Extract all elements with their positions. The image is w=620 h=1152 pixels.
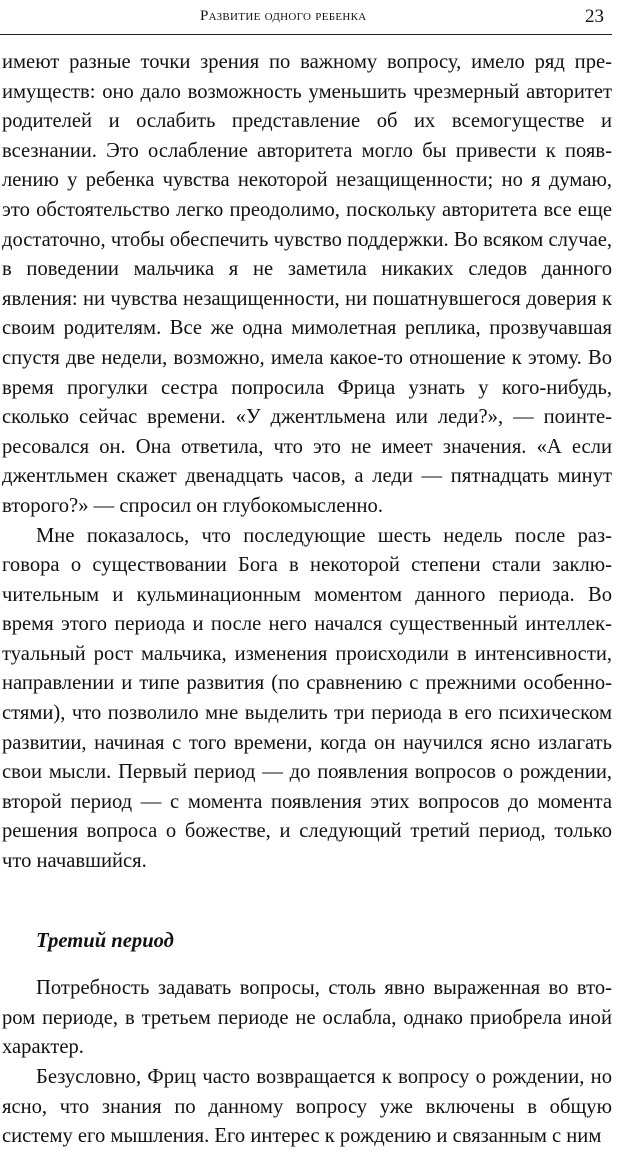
paragraph: Потребность задавать вопросы, столь явно выраженная во втором периоде, в третьем периоде не ослабла, однако приобрела иной характер. — [2, 977, 612, 1059]
page-body — [2, 48, 612, 1152]
running-header — [0, 6, 620, 34]
paragraph: Мне показалось, что последующие шесть недель после разговора о существовании Бога в некоторой степени стали заключительным и кульминационным моментом данного периода. Во время этого периода и после него начался существенный интеллектуальный рост мальчика, изменения происходили в интенсивности, направлении и типе развития (по сравнению с прежними особенностями), что позволило мне выделить три периода в его психическом развитии, начиная с того времени, когда он научился ясно излагать свои мысли. Первый период — до появления вопросов о рождении, второй период — с момента появления этих вопросов до момента решения вопроса о божестве, и следующий третий период, только что начавшийся. — [2, 524, 612, 873]
section-heading: Третий период — [36, 929, 174, 952]
spacer — [2, 877, 612, 927]
page-number: 23 — [585, 6, 604, 27]
header-rule — [0, 34, 612, 35]
paragraph-continued: имеют разные точки зрения по важному вопросу, имело ряд преимуществ: оно дало возможность уменьшить чрезмерный авторитет родителей и ослабить представление об их всемогуществе и всезнании. Это ослабление авторитета могло бы привести к появлению у ребенка чувства некоторой незащищенности; но я думаю, это обстоятельство легко преодолимо, поскольку авторитета все еще достаточно, чтобы обеспечить чувство поддержки. Во всяком случае, в поведении мальчика я не заметила никаких следов данного явления: ни чувства незащищенности, ни пошатнувшегося доверия к своим родителям. Все же одна мимолетная реплика, прозвучавшая спустя две недели, возможно, имела какое-то отношение к этому. Во время прогулки сестра попросила Фрица узнать у кого-нибудь, сколько сейчас времени. «У джентльмена или леди?», — поинтересовался он. Она ответила, что это не имеет значения. «А если джентльмен скажет двенадцать часов, а леди — пятнадцать минут второго?» — спросил он глубокомысленно. — [2, 51, 612, 517]
running-title: Развитие одного ребенка — [200, 8, 367, 24]
paragraph: Безусловно, Фриц часто возвращается к вопросу о рождении, но ясно, что знания по данному вопросу уже включены в общую систему его мышления. Его интерес к рождению и связанным с ним — [2, 1066, 612, 1148]
spacer — [2, 956, 612, 974]
